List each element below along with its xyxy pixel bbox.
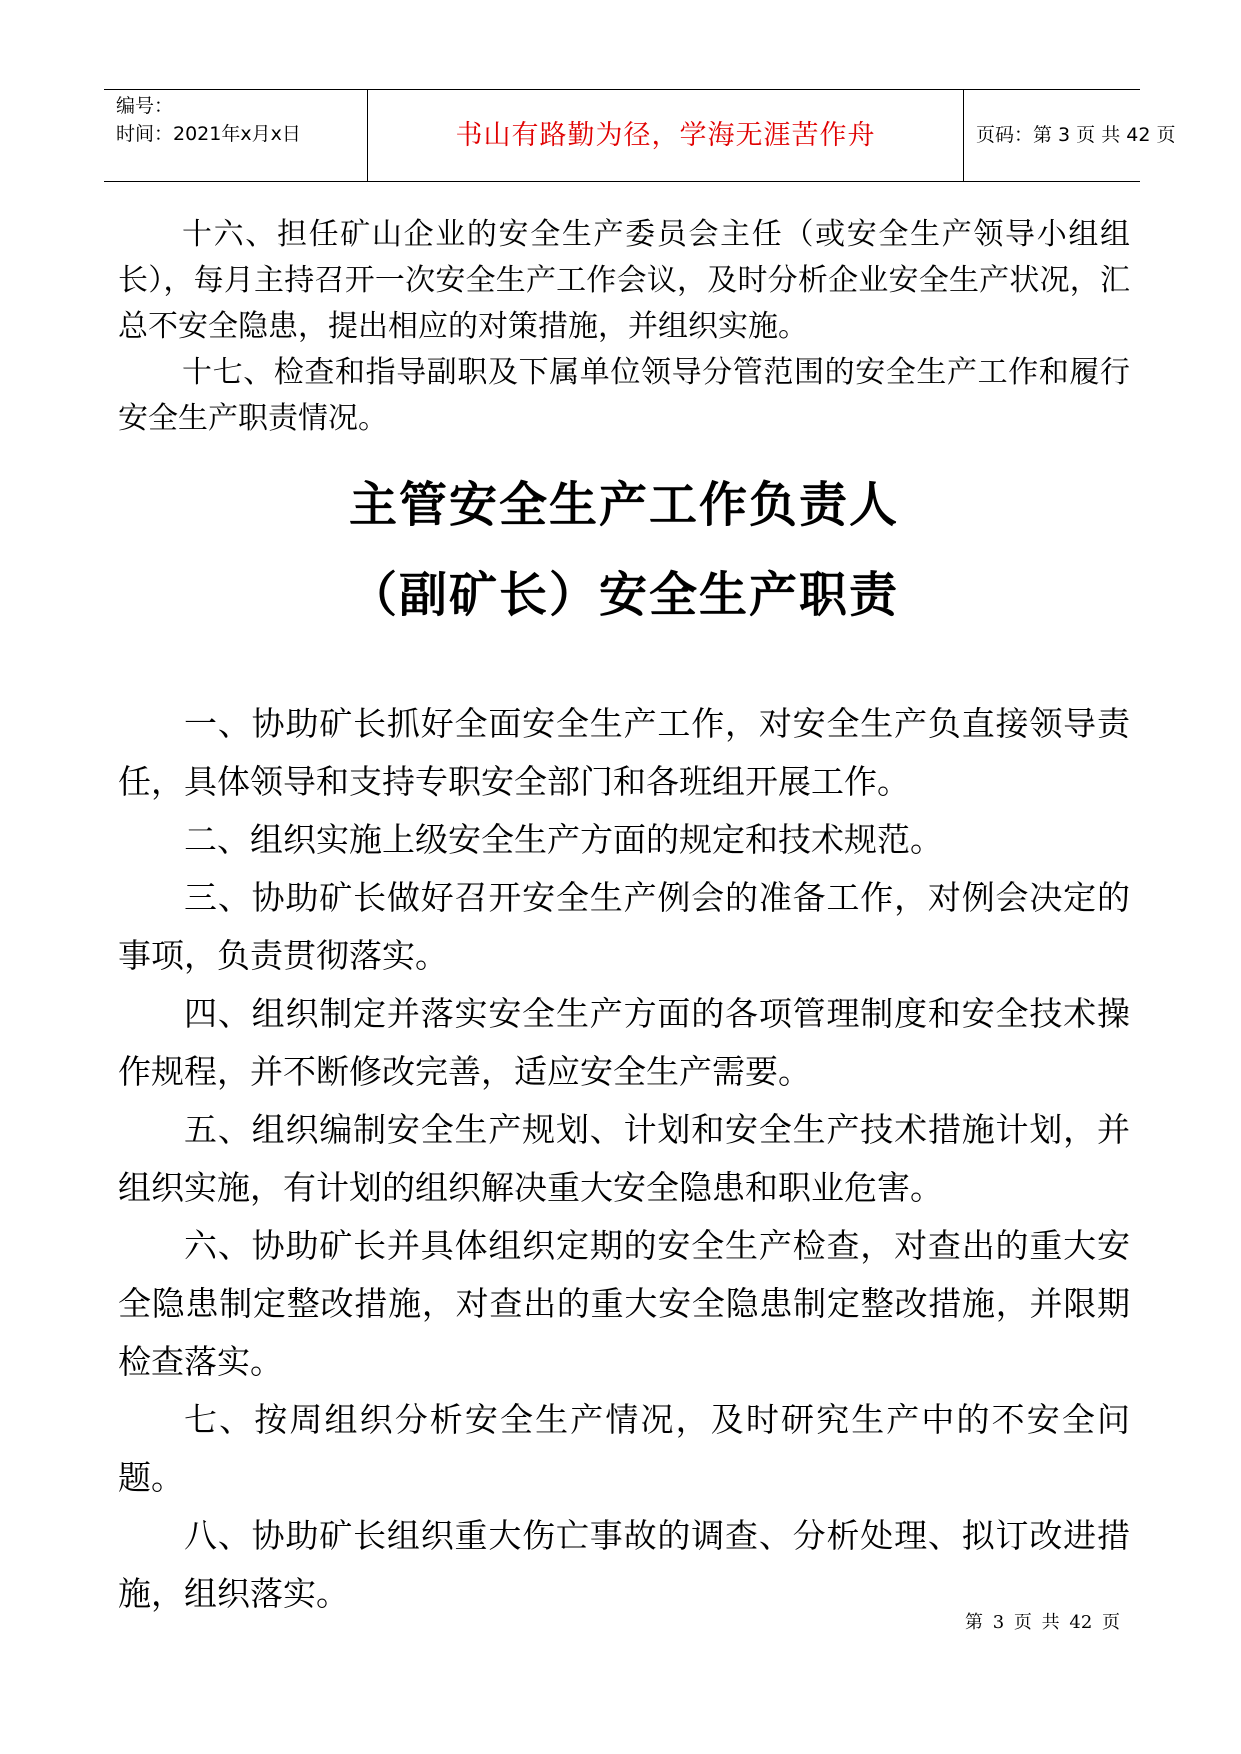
header-motto: 书山有路勤为径，学海无涯苦作舟	[368, 90, 964, 181]
page-header	[104, 89, 1176, 182]
serial-number-label: 编号：	[116, 95, 174, 117]
section-title	[118, 460, 1130, 640]
duty-item: 五、组织编制安全生产规划、计划和安全生产技术措施计划，并组织实施，有计划的组织解决重大安全隐患和职业危害。	[118, 1110, 1130, 1207]
duty-item: 二、组织实施上级安全生产方面的规定和技术规范。	[184, 820, 943, 859]
duty-item: 一、协助矿长抓好全面安全生产工作，对安全生产负直接领导责任，具体领导和支持专职安全部门和各班组开展工作。	[118, 704, 1130, 801]
time-label: 时间：2021年x月x日	[116, 123, 301, 145]
section-title-line-1: 主管安全生产工作负责人	[348, 477, 899, 533]
duty-item: 四、组织制定并落实安全生产方面的各项管理制度和安全技术操作规程，并不断修改完善，适应安全生产需要。	[118, 994, 1130, 1091]
header-meta	[104, 90, 368, 181]
document-body	[118, 212, 1130, 1623]
page-footer: 第 3 页 共 42 页	[965, 1612, 1120, 1633]
paragraph: 十七、检查和指导副职及下属单位领导分管范围的安全生产工作和履行安全生产职责情况。	[118, 355, 1130, 436]
duty-item: 三、协助矿长做好召开安全生产例会的准备工作，对例会决定的事项，负责贯彻落实。	[118, 878, 1130, 975]
duty-item: 六、协助矿长并具体组织定期的安全生产检查，对查出的重大安全隐患制定整改措施，对查出的重大安全隐患制定整改措施，并限期检查落实。	[118, 1226, 1130, 1381]
header-page-number: 页码：第 3 页 共 42 页	[976, 124, 1176, 146]
duty-item: 八、协助矿长组织重大伤亡事故的调查、分析处理、拟订改进措施，组织落实。	[118, 1516, 1130, 1613]
duty-item: 七、按周组织分析安全生产情况，及时研究生产中的不安全问题。	[118, 1400, 1130, 1497]
section-title-line-2: （副矿长）安全生产职责	[348, 567, 899, 623]
paragraph: 十六、担任矿山企业的安全生产委员会主任（或安全生产领导小组组长），每月主持召开一次安全生产工作会议，及时分析企业安全生产状况，汇总不安全隐患，提出相应的对策措施，并组织实施。	[118, 217, 1130, 344]
